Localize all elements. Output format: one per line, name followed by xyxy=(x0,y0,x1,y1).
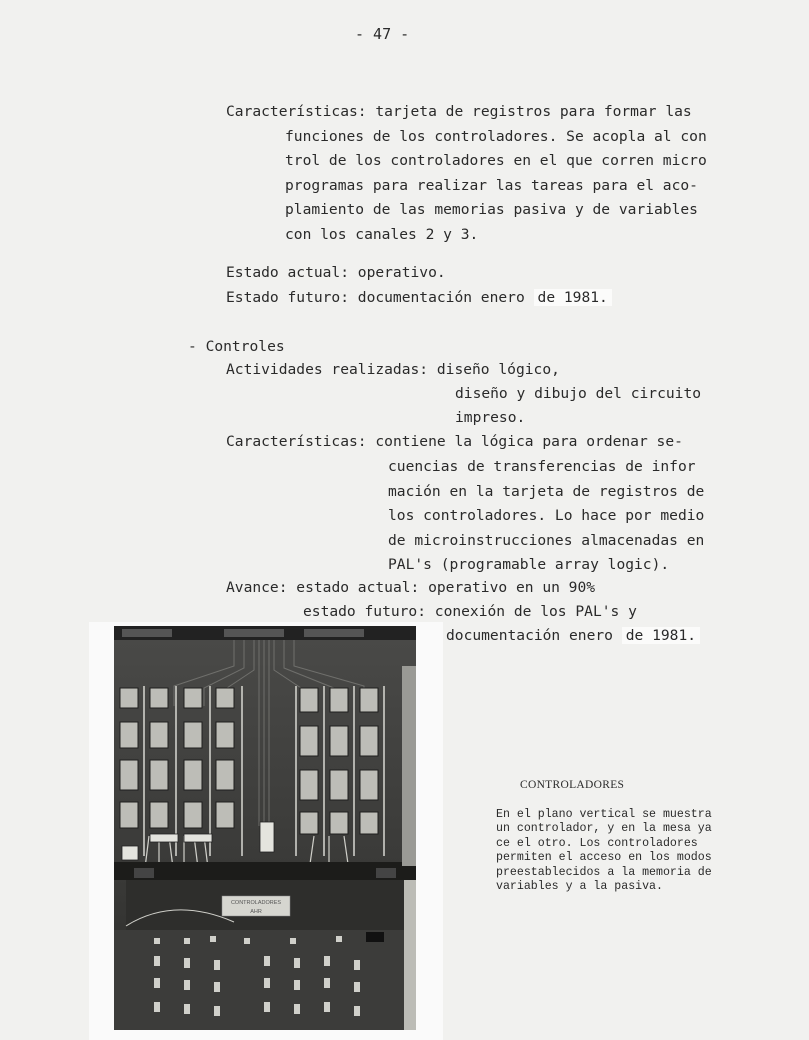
board-estado-actual: Estado actual: operativo. xyxy=(226,264,446,281)
caption-title: CONTROLADORES xyxy=(520,779,625,791)
photo-label-line-1: CONTROLADORES xyxy=(230,900,282,906)
controles-characteristics-line-5: de microinstrucciones almacenadas en xyxy=(388,532,705,549)
board-characteristics-line-4: programas para realizar las tareas para el aco- xyxy=(285,177,698,194)
avance-label: Avance: xyxy=(226,579,288,596)
controles-characteristics-line-1: Características: contiene la lógica para ordenar se- xyxy=(226,433,683,450)
controller-board-photo xyxy=(114,626,416,1030)
avance-line-1: Avance: estado actual: operativo en un 90% xyxy=(226,579,596,596)
controles-characteristics-label: Características: xyxy=(226,433,367,450)
controles-heading: - Controles xyxy=(188,338,285,355)
photo-label-line-2: AHR xyxy=(250,909,262,915)
controles-characteristics-line-3: mación en la tarjeta de registros de xyxy=(388,483,705,500)
avance-line-3: documentación enero de 1981. xyxy=(446,624,700,649)
avance-line-2: estado futuro: conexión de los PAL's y xyxy=(303,603,637,620)
photo-caption xyxy=(496,808,712,894)
board-characteristics-line-1: Características: tarjeta de registros para formar las xyxy=(226,103,692,120)
characteristics-label: Características: xyxy=(226,103,367,120)
caption-line-1: En el plano vertical se muestra xyxy=(496,808,712,821)
pasted-date-patch-2: de 1981. xyxy=(622,627,700,644)
board-characteristics-line-2: funciones de los controladores. Se acopla al con xyxy=(285,128,707,145)
caption-line-6: variables y a la pasiva. xyxy=(496,880,663,894)
board-characteristics-line-5: plamiento de las memorias pasiva y de variables xyxy=(285,201,698,218)
actividades-line-3: impreso. xyxy=(455,409,526,426)
actividades-line-2: diseño y dibujo del circuito xyxy=(455,385,702,402)
caption-line-4: permiten el acceso en los modos xyxy=(496,851,712,865)
page-number: - 47 - xyxy=(355,25,410,43)
caption-line-5: preestablecidos a la memoria de xyxy=(496,865,712,879)
board-characteristics-line-6: con los canales 2 y 3. xyxy=(285,226,479,243)
controles-characteristics-line-6: PAL's (programable array logic). xyxy=(388,556,670,573)
controles-characteristics-line-2: cuencias de transferencias de infor xyxy=(388,458,696,475)
caption-line-2: un controlador, y en la mesa ya xyxy=(496,822,712,836)
board-estado-futuro: Estado futuro: documentación enero de 1981. xyxy=(226,286,612,311)
actividades-label: Actividades realizadas: xyxy=(226,361,429,378)
board-characteristics-line-3: trol de los controladores en el que corren micro xyxy=(285,152,707,169)
caption-line-3: ce el otro. Los controladores xyxy=(496,836,698,850)
pasted-date-patch: de 1981. xyxy=(534,289,612,306)
actividades-line-1: Actividades realizadas: diseño lógico, xyxy=(226,361,560,378)
circuit-board-image xyxy=(114,626,416,1030)
controles-characteristics-line-4: los controladores. Lo hace por medio xyxy=(388,507,705,524)
